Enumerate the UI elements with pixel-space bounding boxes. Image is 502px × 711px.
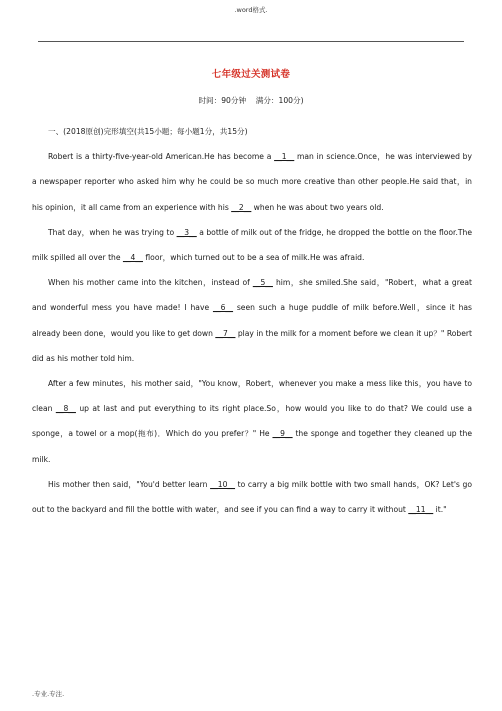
passage-text: Robert is a thirty-five-year-old American.He has become a	[48, 152, 275, 162]
passage-text: seen such a huge puddle of milk before.Well，since it has already been done，would you like to get down	[32, 303, 472, 338]
passage-text: That day，when he was trying to	[48, 227, 177, 237]
passage-text: floor，which turned out to be a sea of milk.He was afraid.	[142, 253, 365, 263]
passage-text: man in science.Once，he was interviewed by a newspaper reporter who asked him why he could be so much more creative than other people.He said that，in his opinion，it all came from an experience with his	[32, 152, 472, 212]
cloze-blank: __3__	[176, 227, 197, 237]
passage-text: After a few minutes，his mother said，"You know，Robert，whenever you make a mess like this，you have to clean	[32, 379, 472, 414]
passage-text: up at last and put everything to its right place.So，how would you like to do that? We could use a sponge，a towel or a mop(拖布)．Which do you prefer？" He	[32, 404, 472, 439]
passage-text: to carry a big milk bottle with two small hands，OK? Let's go out to the backyard and fill the bottle with water，and see if you can find a way to carry it without	[32, 479, 472, 515]
passage-text: him，she smiled.She said，"Robert，what a great and wonderful mess you have made! I have	[32, 278, 472, 313]
cloze-blank: __6__	[212, 303, 233, 313]
cloze-blank: __10__	[210, 479, 235, 489]
passage-text: when he was about two years old.	[251, 202, 384, 212]
passage-text: His mother then said，"You'd better learn	[48, 479, 211, 489]
cloze-passage	[32, 144, 472, 522]
passage-paragraph	[32, 472, 472, 522]
cloze-blank: __1__	[274, 152, 295, 162]
cloze-blank: __4__	[122, 253, 143, 263]
section-heading: 一、(2018原创)完形填空(共15小题；每小题1分，共15分)	[48, 127, 248, 136]
page-header-label: .word格式.	[234, 6, 268, 14]
passage-text: a bottle of milk out of the fridge, he dropped the bottle on the floor.The milk spilled all over the	[32, 227, 472, 263]
cloze-blank: __9__	[272, 429, 293, 439]
exam-meta-info: 时间：90分钟 满分：100分)	[198, 96, 304, 105]
cloze-blank: __8__	[55, 404, 76, 414]
passage-text: the sponge and together they cleaned up the milk.	[32, 429, 472, 464]
document-title: 七年级过关测试卷	[211, 69, 291, 80]
cloze-blank: __5__	[252, 278, 273, 288]
cloze-blank: __11__	[408, 505, 434, 515]
page-footer-label: .专业.专注.	[32, 690, 65, 698]
passage-text: When his mother came into the kitchen，instead of	[48, 278, 253, 288]
passage-text: it."	[433, 505, 447, 515]
document-body	[32, 119, 472, 522]
passage-text: play in the milk for a moment before we clean it up？" Robert did as his mother told him.	[32, 328, 473, 363]
header-divider	[38, 41, 464, 42]
passage-paragraph	[32, 270, 472, 371]
passage-paragraph	[32, 144, 472, 220]
passage-paragraph	[32, 371, 472, 472]
passage-paragraph	[32, 220, 472, 270]
cloze-blank: __2__	[231, 202, 252, 212]
cloze-blank: __7__	[215, 328, 236, 338]
